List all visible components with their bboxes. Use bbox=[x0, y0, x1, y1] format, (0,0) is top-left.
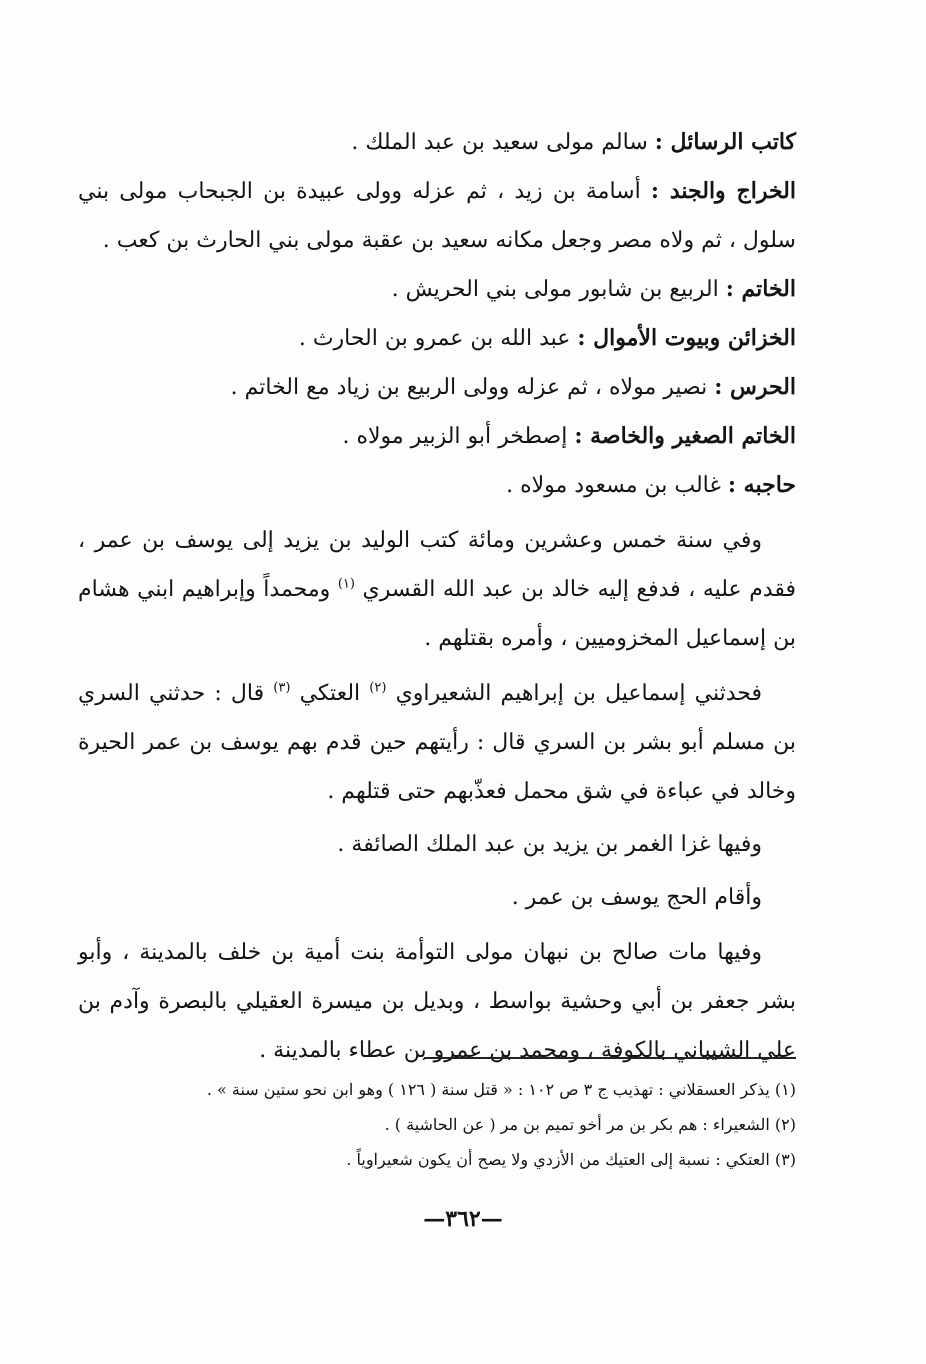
entry-kharaj-army bbox=[78, 167, 796, 265]
entry-letters-secretary bbox=[78, 118, 796, 167]
paragraph-text: وفي سنة خمس وعشرين ومائة كتب الوليد بن يزيد إلى يوسف بن عمر ، فقدم عليه ، فدفع إليه خالد بن عبد الله القسري bbox=[78, 528, 797, 602]
entry-text: عبد الله بن عمرو بن الحارث . bbox=[298, 326, 578, 351]
footnote-divider bbox=[424, 1057, 796, 1059]
entry-label: الخزائن وبيوت الأموال : bbox=[577, 325, 796, 351]
footnotes bbox=[78, 1072, 796, 1177]
entry-guard bbox=[78, 363, 796, 412]
entry-text: غالب بن مسعود مولاه . bbox=[506, 473, 728, 498]
footnote-ref-3: (٣) bbox=[273, 680, 291, 696]
entry-small-seal bbox=[78, 412, 796, 461]
paragraph-deaths: وفيها مات صالح بن نبهان مولى التوأمة بنت أمية بن خلف بالمدينة ، وأبو بشر جعفر بن أبي وحشية بواسط ، وبديل بن ميسرة العقيلي بالبصرة وآدم بن علي الشيباني بالكوفة ، ومحمد بن عمرو بن عطاء بالمدينة . bbox=[78, 940, 796, 1063]
paragraph-text: ومحمداً وإبراهيم ابني هشام بن إسماعيل المخزوميين ، وأمره بقتلهم . bbox=[78, 577, 796, 651]
paragraph-year-125 bbox=[78, 516, 796, 663]
footnote-2: (٢) الشعيراء : هم بكر بن مر أخو تميم بن مر ( عن الحاشية ) . bbox=[384, 1115, 796, 1134]
footnote-3: (٣) العتكي : نسبة إلى العتيك من الأزدي ولا يصح أن يكون شعيراوياً . bbox=[346, 1150, 796, 1169]
entry-label: الخراج والجند : bbox=[650, 178, 796, 204]
entry-treasuries bbox=[78, 314, 796, 363]
paragraph-narration bbox=[78, 669, 796, 816]
footnote-1: (١) يذكر العسقلاني : تهذيب ج ٣ ص ١٠٢ : « قتل سنة ( ١٢٦ ) وهو ابن نحو ستين سنة » . bbox=[206, 1080, 796, 1099]
entry-label: الخاتم : bbox=[725, 276, 796, 302]
entry-label: كاتب الرسائل : bbox=[654, 129, 796, 155]
paragraph-summer-raid: وفيها غزا الغمر بن يزيد بن عبد الملك الصائفة . bbox=[337, 832, 762, 857]
paragraph-text: العتكي bbox=[290, 681, 370, 706]
page-number: —٣٦٢— bbox=[423, 1206, 503, 1232]
entry-label: حاجبه : bbox=[727, 472, 796, 498]
entry-text: سالم مولى سعيد بن عبد الملك . bbox=[351, 130, 655, 155]
entry-text: أسامة بن زيد ، ثم عزله وولى عبيدة بن الجبحاب مولى بني سلول ، ثم ولاه مصر وجعل مكانه سعيد بن عقبة مولى بني الحارث بن كعب . bbox=[78, 179, 796, 253]
entry-label: الحرس : bbox=[714, 374, 796, 400]
paragraph-text: قال : حدثني السري بن مسلم أبو بشر بن السري قال : رأيتهم حين قدم بهم يوسف بن عمر الحيرة وخالد في عباءة في شق محمل فعذّبهم حتى قتلهم . bbox=[78, 681, 796, 804]
entry-chamberlain bbox=[78, 461, 796, 510]
paragraph-hajj: وأقام الحج يوسف بن عمر . bbox=[511, 885, 762, 910]
entry-seal bbox=[78, 265, 796, 314]
main-text bbox=[78, 118, 796, 1075]
entry-label: الخاتم الصغير والخاصة : bbox=[574, 423, 796, 449]
entry-text: الربيع بن شابور مولى بني الحريش . bbox=[391, 277, 726, 302]
entry-text: نصير مولاه ، ثم عزله وولى الربيع بن زياد مع الخاتم . bbox=[230, 375, 715, 400]
footnote-ref-1: (١) bbox=[337, 576, 355, 592]
footnote-ref-2: (٢) bbox=[369, 680, 387, 696]
paragraph-text: فحدثني إسماعيل بن إبراهيم الشعيراوي bbox=[386, 681, 762, 706]
entry-text: إصطخر أبو الزبير مولاه . bbox=[342, 424, 575, 449]
